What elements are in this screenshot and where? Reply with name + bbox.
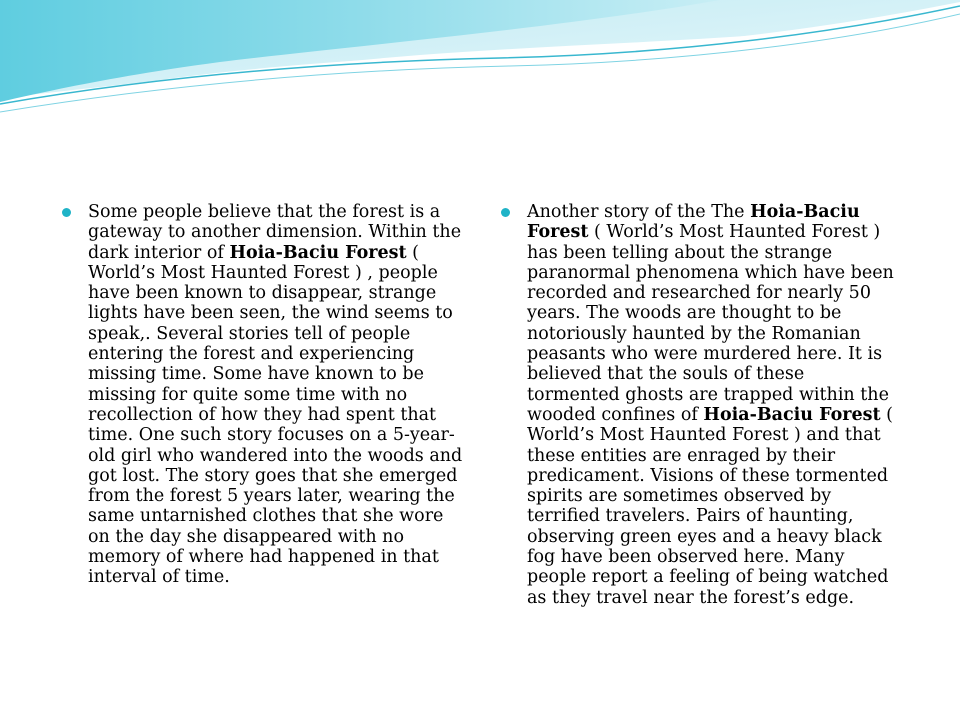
- teal-dot-bullet-icon: [501, 208, 510, 217]
- left-bold-forest-name: Hoia-Baciu Forest: [229, 242, 407, 263]
- right-paragraph: [527, 202, 902, 608]
- left-paragraph: [88, 202, 466, 588]
- left-text-2: ( World’s Most Haunted Forest ) , people have been known to disappear, strange lights have been seen, the wind seems to speak,. Several stories tell of people entering the forest and experiencing missing time. Some have known to be missing for quite some time with no recollection of how they had spent that time. One such story focuses on a 5-year-old girl who wandered into the woods and got lost. The story goes that she emerged from the forest 5 years later, wearing the same untarnished clothes that she wore on the day she disappeared with no memory of where had happened in that interval of time.: [88, 242, 463, 588]
- left-text-1: Some people believe that the forest is a gateway to another dimension. Within the dark interior of: [88, 202, 462, 263]
- left-text-column: [88, 202, 466, 588]
- right-text-3: ( World’s Most Haunted Forest ) and that these entities are enraged by their predicament. Visions of these tormented spirits are sometimes observed by terrified travelers. Pairs of haunting, observing green eyes and a heavy black fog have been observed here. Many people report a feeling of being watched as they travel near the forest’s edge.: [527, 404, 893, 608]
- right-text-2: ( World’s Most Haunted Forest ) has been telling about the strange paranormal phenomena which have been recorded and researched for nearly 50 years. The woods are thought to be notoriously haunted by the Romanian peasants who were murdered here. It is believed that the souls of these tormented ghosts are trapped within the wooded confines of: [527, 222, 894, 425]
- right-text-1: Another story of the The: [527, 202, 751, 222]
- wave-header-decoration: [0, 0, 960, 130]
- right-bold-forest-name-2: Hoia-Baciu Forest: [703, 404, 881, 425]
- right-text-column: [527, 202, 902, 608]
- right-bold-forest-name-1: Hoia-Baciu Forest: [527, 202, 860, 243]
- teal-dot-bullet-icon: [62, 208, 71, 217]
